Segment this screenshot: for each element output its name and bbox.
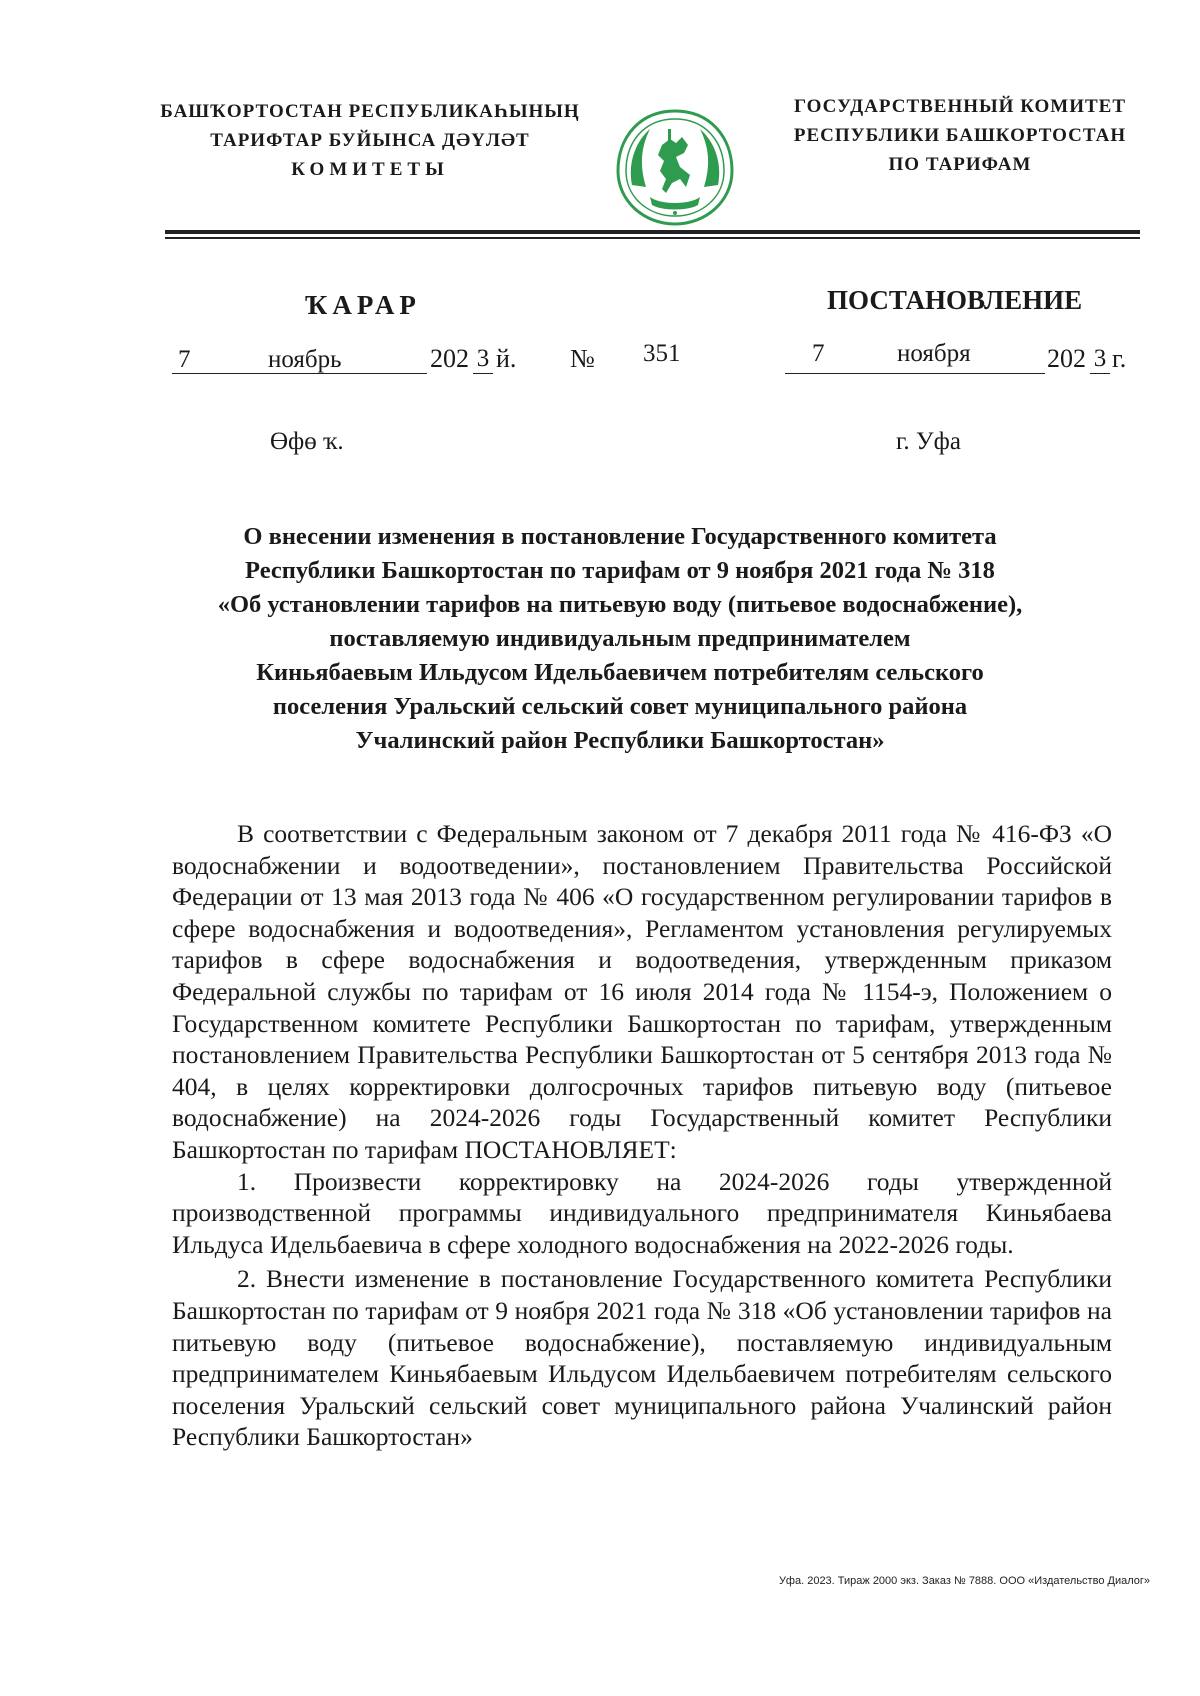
doc-type-left: ҠАРАР [305,290,421,320]
header-divider-thick [165,230,1140,234]
city-left: Өфө ҡ. [270,428,344,455]
body-paragraph-3: 2. Внести изменение в постановление Государственного комитета Республики Башкортостан по тарифам от 9 ноября 2021 года № 318 «Об установлении тарифов на питьевую воду (питьевое водоснабжение), поставляемую индивидуальным предпринимателем Киньябаевым Ильдусом Идельбаевичем потребителям сельского поселения Уральский сельский совет муниципального района Учалинский район Республики Башкортостан» [172,1264,1112,1452]
title-line-7: Учалинский район Республики Башкортостан» [355,727,885,754]
date-left-year-digit: 3 [473,345,493,374]
header-right-block [775,92,1145,179]
doc-number-value: 351 [643,340,681,367]
date-right-month: ноября [897,340,971,367]
title-line-3: «Об установлении тарифов на питьевую воду (питьевое водоснабжение), [217,591,1023,618]
document-body [172,818,1112,1453]
date-left-day: 7 [178,346,191,373]
bashkortostan-emblem-icon [610,105,740,230]
header-left-line-2: ТАРИФТАР БУЙЫНСА ДӘҮЛӘТ [210,130,530,151]
header-left-line-1: БАШҠОРТОСТАН РЕСПУБЛИКАҺЫНЫҢ [160,101,580,122]
header-right-line-3: ПО ТАРИФАМ [888,154,1032,175]
title-line-4: поставляемую индивидуальным предпринимателем [329,625,911,652]
date-right-year-digit: 3 [1090,345,1110,374]
city-right: г. Уфа [896,428,961,455]
date-right-suffix: г. [1112,344,1127,373]
date-right-day: 7 [812,340,825,367]
header-right-line-1: ГОСУДАРСТВЕННЫЙ КОМИТЕТ [793,96,1127,117]
title-line-1: О внесении изменения в постановление Государственного комитета [243,523,997,550]
doc-number-sign: № [570,344,595,373]
body-paragraph-2: 1. Произвести корректировку на 2024-2026 годы утвержденной производственной программы индивидуального предпринимателя Киньябаева Ильдуса Идельбаевича в сфере холодного водоснабжения на 2022-2026 годы. [172,1166,1112,1259]
title-line-2: Республики Башкортостан по тарифам от 9 ноября 2021 года № 318 [245,557,995,584]
title-line-6: поселения Уральский сельский совет муниципального района [272,693,968,720]
date-left-month: ноябрь [268,346,342,373]
header-left-line-3: КОМИТЕТЫ [291,159,449,180]
header-divider-thin [165,237,1140,239]
header-right-line-2: РЕСПУБЛИКИ БАШКОРТОСТАН [793,125,1127,146]
date-right [785,340,1155,374]
document-title [160,520,1080,758]
title-line-5: Киньябаевым Ильдусом Идельбаевичем потребителям сельского [256,659,984,686]
date-right-year-prefix: 202 [1047,344,1086,373]
print-footer: Уфа. 2023. Тираж 2000 экз. Заказ № 7888. ООО «Издательство Диалог» [778,1575,1150,1587]
doc-number [570,340,690,374]
doc-type-right: ПОСТАНОВЛЕНИЕ [827,285,1083,315]
date-left-suffix: й. [496,344,517,373]
date-left [172,340,592,374]
body-paragraph-1: В соответствии с Федеральным законом от 7 декабря 2011 года № 416-ФЗ «О водоснабжении и водоотведении», постановлением Правительства Российской Федерации от 13 мая 2013 года № 406 «О государственном регулировании тарифов в сфере водоснабжения и водоотведения», Регламентом установления регулируемых тарифов в сфере водоснабжения и водоотведения, утвержденным приказом Федеральной службы по тарифам от 16 июля 2014 года № 1154-э, Положением о Государственном комитете Республики Башкортостан по тарифам, утвержденным постановлением Правительства Республики Башкортостан от 5 сентября 2013 года № 404, в целях корректировки долгосрочных тарифов питьевую воду (питьевое водоснабжение) на 2024-2026 годы Государственный комитет Республики Башкортостан по тарифам ПОСТАНОВЛЯЕТ: [172,819,1112,1164]
header-left-block [150,97,590,184]
date-left-year-prefix: 202 [430,344,469,373]
